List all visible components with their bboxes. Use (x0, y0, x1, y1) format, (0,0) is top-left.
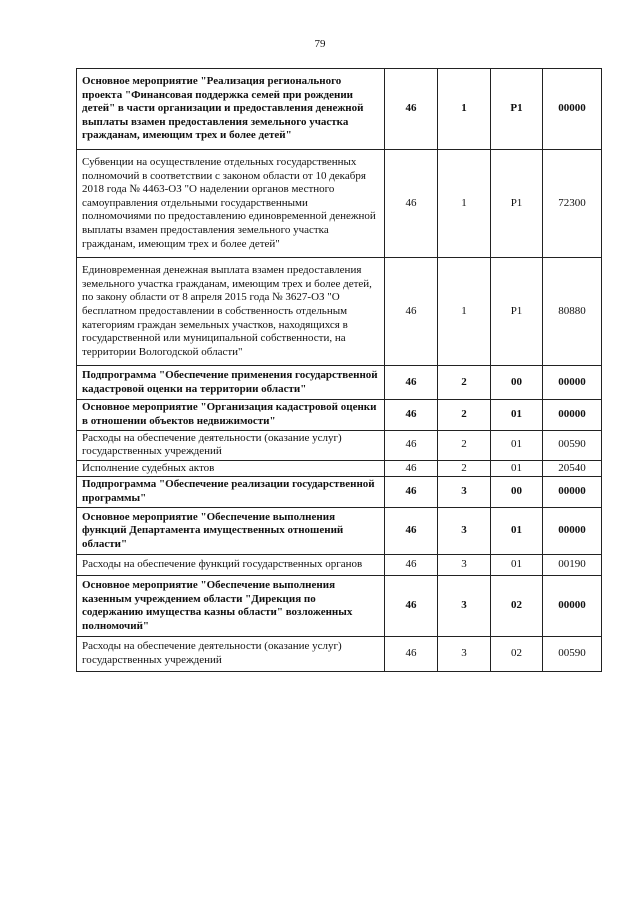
ministry-code: 46 (385, 507, 438, 555)
program-code: 3 (438, 637, 491, 671)
subprogram-code: 01 (491, 507, 543, 555)
table-row (77, 507, 602, 555)
ministry-code: 46 (385, 430, 438, 460)
row-description: Основное мероприятие "Реализация регионального проекта "Финансовая поддержка семей при рождении детей" в части организации и предоставления денежной выплаты взамен предоставления земельного участка гражданам, имеющим трех и более детей" (77, 69, 385, 150)
table-row (77, 149, 602, 257)
table-row (77, 637, 602, 671)
ministry-code: 46 (385, 400, 438, 430)
subprogram-code: 00 (491, 477, 543, 507)
expense-direction-code: 72300 (543, 149, 602, 257)
row-description: Исполнение судебных актов (77, 460, 385, 477)
ministry-code: 46 (385, 555, 438, 576)
program-code: 2 (438, 430, 491, 460)
program-code: 2 (438, 460, 491, 477)
ministry-code: 46 (385, 69, 438, 150)
row-description: Расходы на обеспечение функций государственных органов (77, 555, 385, 576)
subprogram-code: P1 (491, 69, 543, 150)
program-code: 1 (438, 149, 491, 257)
program-code: 3 (438, 576, 491, 637)
program-code: 1 (438, 69, 491, 150)
subprogram-code: 01 (491, 555, 543, 576)
table-row (77, 258, 602, 366)
expense-direction-code: 00000 (543, 507, 602, 555)
ministry-code: 46 (385, 637, 438, 671)
budget-classification-table (76, 68, 602, 672)
table-row (77, 576, 602, 637)
subprogram-code: 01 (491, 460, 543, 477)
row-description: Основное мероприятие "Обеспечение выполнения функций Департамента имущественных отношений области" (77, 507, 385, 555)
table-row (77, 366, 602, 400)
ministry-code: 46 (385, 460, 438, 477)
expense-direction-code: 00000 (543, 366, 602, 400)
table-body (77, 69, 602, 672)
expense-direction-code: 00000 (543, 400, 602, 430)
subprogram-code: P1 (491, 149, 543, 257)
expense-direction-code: 00590 (543, 637, 602, 671)
row-description: Расходы на обеспечение деятельности (оказание услуг) государственных учреждений (77, 430, 385, 460)
subprogram-code: 00 (491, 366, 543, 400)
row-description: Субвенции на осуществление отдельных государственных полномочий в соответствии с законом области от 10 декабря 2018 года № 4463-ОЗ "О наделении органов местного самоуправления отдельными государственными полномочиями по предоставлению единовременной денежной выплаты взамен предоставления земельного участка гражданам, имеющим трех и более детей" (77, 149, 385, 257)
program-code: 1 (438, 258, 491, 366)
expense-direction-code: 00590 (543, 430, 602, 460)
subprogram-code: P1 (491, 258, 543, 366)
table-row (77, 555, 602, 576)
ministry-code: 46 (385, 149, 438, 257)
program-code: 2 (438, 366, 491, 400)
row-description: Подпрограмма "Обеспечение применения государственной кадастровой оценки на территории области" (77, 366, 385, 400)
expense-direction-code: 00000 (543, 576, 602, 637)
expense-direction-code: 00190 (543, 555, 602, 576)
ministry-code: 46 (385, 258, 438, 366)
table-row (77, 477, 602, 507)
expense-direction-code: 80880 (543, 258, 602, 366)
ministry-code: 46 (385, 366, 438, 400)
ministry-code: 46 (385, 477, 438, 507)
subprogram-code: 01 (491, 430, 543, 460)
table-row (77, 69, 602, 150)
program-code: 3 (438, 507, 491, 555)
program-code: 2 (438, 400, 491, 430)
subprogram-code: 02 (491, 576, 543, 637)
expense-direction-code: 00000 (543, 69, 602, 150)
expense-direction-code: 00000 (543, 477, 602, 507)
subprogram-code: 02 (491, 637, 543, 671)
row-description: Расходы на обеспечение деятельности (оказание услуг) государственных учреждений (77, 637, 385, 671)
program-code: 3 (438, 477, 491, 507)
row-description: Основное мероприятие "Организация кадастровой оценки в отношении объектов недвижимости" (77, 400, 385, 430)
row-description: Единовременная денежная выплата взамен предоставления земельного участка гражданам, имеющим трех и более детей, по закону области от 8 апреля 2015 года № 3627-ОЗ "О бесплатном предоставлении в собственность отдельным категориям граждан земельных участков, находящихся в государственной или муниципальной собственности, на территории Вологодской области" (77, 258, 385, 366)
program-code: 3 (438, 555, 491, 576)
subprogram-code: 01 (491, 400, 543, 430)
table-row (77, 460, 602, 477)
page-number: 79 (314, 38, 326, 50)
row-description: Подпрограмма "Обеспечение реализации государственной программы" (77, 477, 385, 507)
expense-direction-code: 20540 (543, 460, 602, 477)
table-row (77, 400, 602, 430)
row-description: Основное мероприятие "Обеспечение выполнения казенным учреждением области "Дирекция по содержанию имущества казны области" возложенных полномочий" (77, 576, 385, 637)
table-row (77, 430, 602, 460)
ministry-code: 46 (385, 576, 438, 637)
